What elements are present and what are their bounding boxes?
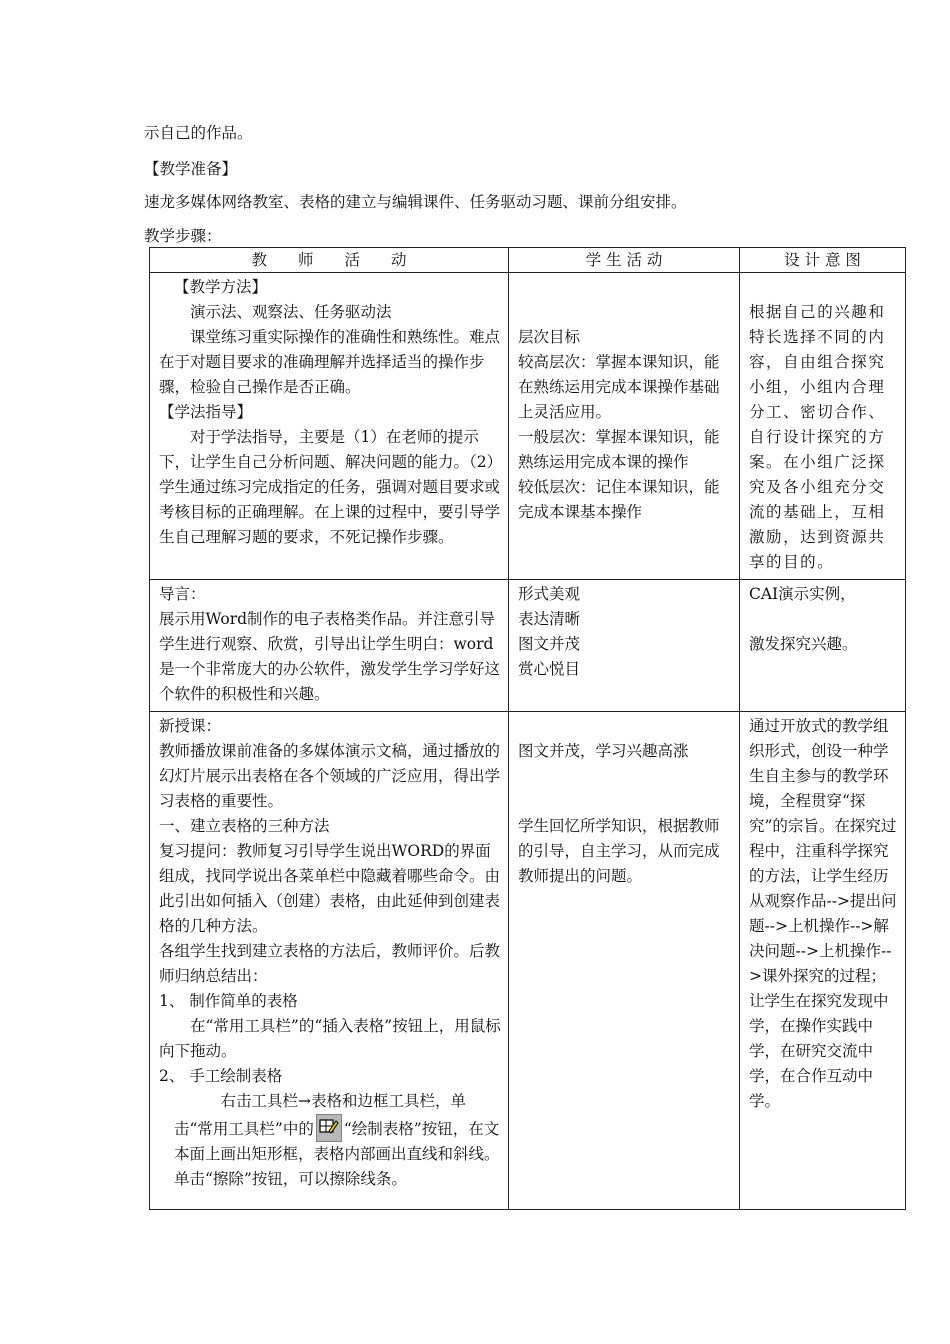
method-item-2-text-a: 右击工具栏→表格和边框工具栏，单击“常用工具栏”中的 [174,1092,466,1138]
method-list: 演示法、观察法、任务驱动法 [190,303,392,321]
new-lesson-intro: 教师播放课前准备的多媒体演示文稿，通过播放的幻灯片展示出表格在各个领域的广泛应用，得出学习表格的重要性。 [159,742,501,810]
table-header-row [150,248,906,273]
level-low: 较低层次：记住本课知识，能完成本课基本操作 [518,478,720,521]
design-text: 通过开放式的教学组织形式，创设一种学生自主参与的教学环境，全程贯穿“探究”的宗旨。在探究过程中，注重科学探究的方法，让学生经历从观察作品-->提出问题-->上机操作-->解决问题-->上机操作-->课外探究的过程；让学生在探究发现中学，在操作实践中学，在研究交流中学，在合作互动中学。 [749,717,897,1110]
table-row-methods [150,273,906,580]
prep-heading: 【教学准备】 [144,160,238,178]
method-item-2-text-b: “绘制表格”按钮，在文本面上画出矩形框，表格内部画出直线和斜线。单击“擦除”按钮，可以擦除线条。 [174,1120,500,1188]
design-intent-cell [740,580,906,712]
method-item-1-text: 在“常用工具栏”的“插入表格”按钮上，用鼠标向下拖动。 [159,1017,501,1060]
design-item: CAI演示实例， [749,585,856,603]
header-design-intent: 设 计 意 图 [740,248,906,273]
student-activity-cell [509,712,740,1210]
student-item: 图文并茂 [518,635,581,653]
header-student-activity: 学 生 活 动 [509,248,740,273]
method-item-1: 1、 制作简单的表格 [159,992,298,1010]
steps-label: 教学步骤： [144,227,222,245]
method-text: 课堂练习重实际操作的准确性和熟练性。难点在于对题目要求的准确理解并选择适当的操作步骤，检验自己操作是否正确。 [159,328,501,396]
level-mid: 一般层次：掌握本课知识，能熟练运用完成本课的操作 [518,428,720,471]
draw-table-pencil-icon [316,1114,342,1142]
teacher-activity-cell [150,273,509,580]
student-item: 形式美观 [518,585,581,603]
groups-text: 各组学生找到建立表格的方法后，教师评价。后教师归纳总结出： [159,942,501,985]
student-review: 学生回忆所学知识，根据教师的引导，自主学习，从而完成教师提出的问题。 [518,817,720,885]
design-intent-cell [740,712,906,1210]
level-high: 较高层次：掌握本课知识，能在熟练运用完成本课操作基础上灵活应用。 [518,353,720,421]
design-intent-cell [740,273,906,580]
intro-text: 展示用Word制作的电子表格类作品。并注意引导学生进行观察、欣赏，引导出让学生明白：word是一个非常庞大的办公软件，激发学生学习学好这个软件的积极性和兴趣。 [159,610,501,703]
method-item-2: 2、 手工绘制表格 [159,1067,283,1085]
method-heading: 【教学方法】 [174,278,268,296]
prep-text: 速龙多媒体网络教室、表格的建立与编辑课件、任务驱动习题、课前分组安排。 [144,193,687,211]
new-lesson-heading: 新授课： [159,717,222,735]
student-reaction: 图文并茂，学习兴趣高涨 [518,742,689,760]
student-activity-cell [509,580,740,712]
level-goals-heading: 层次目标 [518,328,581,346]
method-item-2-text [159,1089,502,1192]
design-text: 根据自己的兴趣和特长选择不同的内容，自由组合探究小组，小组内合理分工、密切合作、自行设计探究的方案。在小组广泛探究及各小组充分交流的基础上，互相激励，达到资源共享的目的。 [749,303,886,571]
table-row-intro [150,580,906,712]
student-item: 表达清晰 [518,610,581,628]
student-item: 赏心悦目 [518,660,581,678]
design-item: 激发探究兴趣。 [749,635,858,653]
table-row-new-lesson [150,712,906,1210]
student-activity-cell [509,273,740,580]
header-teacher-activity: 教 师 活 动 [150,248,509,273]
teacher-activity-cell [150,580,509,712]
guidance-heading: 【学法指导】 [159,403,253,421]
intro-heading: 导言： [159,585,206,603]
review-text: 复习提问：教师复习引导学生说出WORD的界面组成，找同学说出各菜单栏中隐藏着哪些命令。由此引出如何插入（创建）表格，由此延伸到创建表格的几种方法。 [159,842,501,935]
lesson-steps-table [149,247,906,1210]
guidance-text: 对于学法指导，主要是（1）在老师的提示下，让学生自己分析问题、解决问题的能力。（2）学生通过练习完成指定的任务，强调对题目要求或考核目标的正确理解。在上课的过程中，要引导学生自己理解习题的要求，不死记操作步骤。 [159,428,501,546]
intro-line: 示自己的作品。 [144,124,253,142]
section-heading: 一、建立表格的三种方法 [159,817,330,835]
teacher-activity-cell [150,712,509,1210]
